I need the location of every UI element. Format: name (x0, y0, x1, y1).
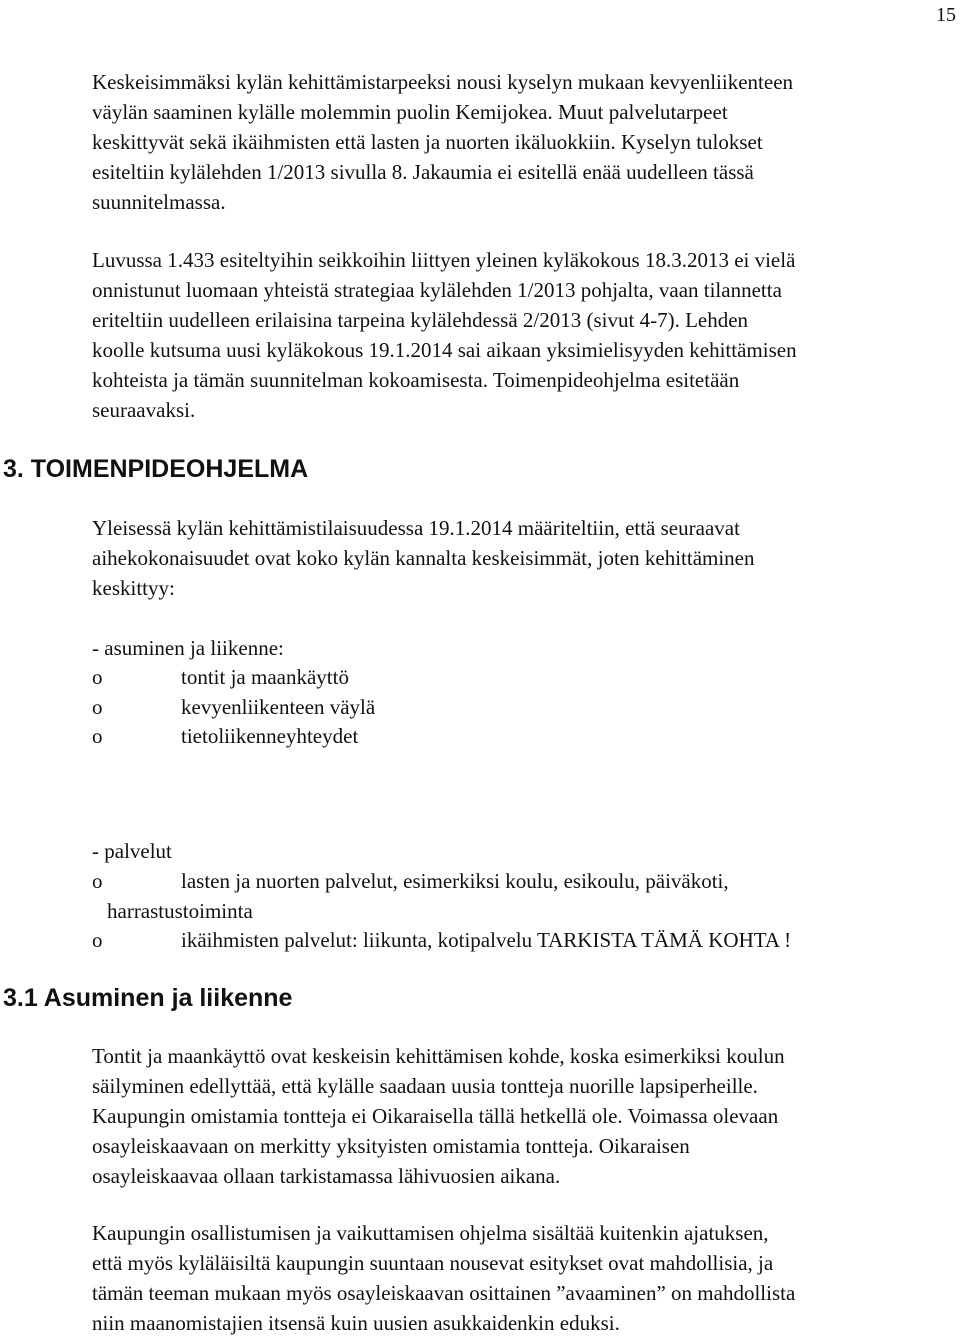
text-line: osayleiskaavaa ollaan tarkistamassa lähivuosien aikana. (92, 1164, 561, 1188)
text-line: keskittyy: (92, 576, 175, 600)
text-line: Keskeisimmäksi kylän kehittämistarpeeksi nousi kyselyn mukaan kevyenliikenteen (92, 70, 794, 94)
list-item-text: ikäihmisten palvelut: liikunta, kotipalvelu TARKISTA TÄMÄ KOHTA ! (181, 928, 792, 952)
luvussa-paragraph (92, 245, 956, 425)
text-line: koolle kutsuma uusi kyläkokous 19.1.2014 sai aikaan yksimielisyyden kehittämisen (92, 338, 797, 362)
text-line: väylän saaminen kylälle molemmin puolin Kemijokea. Muut palvelutarpeet (92, 100, 728, 124)
text-line: onnistunut luomaan yhteistä strategiaa kylälehden 1/2013 pohjalta, vaan tilannetta (92, 278, 782, 302)
text-line: tämän teeman mukaan myös osayleiskaavan osittainen ”avaaminen” on mahdollista (92, 1281, 796, 1305)
list-item-continuation: harrastustoiminta (107, 899, 253, 923)
bullet-marker: o (92, 928, 103, 952)
text-line: suunnitelmassa. (92, 190, 226, 214)
list-item-text: kevyenliikenteen väylä (181, 695, 376, 719)
text-line: Luvussa 1.433 esiteltyihin seikkoihin liittyen yleinen kyläkokous 18.3.2013 ei vielä (92, 248, 796, 272)
text-line: että myös kyläläisiltä kaupungin suuntaan nousevat esitykset ovat mahdollisia, ja (92, 1251, 774, 1275)
text-line: kohteista ja tämän suunnitelman kokoamisesta. Toimenpideohjelma esitetään (92, 368, 740, 392)
text-line: osayleiskaavaan on merkitty yksityisten omistamia tontteja. Oikaraisen (92, 1134, 690, 1158)
text-line: Kaupungin omistamia tontteja ei Oikaraisella tällä hetkellä ole. Voimassa olevaan (92, 1104, 779, 1128)
bullet-marker: o (92, 665, 103, 689)
text-line: keskittyvät sekä ikäihmisten että lasten ja nuorten ikäluokkiin. Kyselyn tulokset (92, 130, 763, 154)
text-line: niin maanomistajien itsensä kuin uusien asukkaidenkin eduksi. (92, 1311, 620, 1335)
text-line: esiteltiin kylälehden 1/2013 sivulla 8. Jakaumia ei esitellä enää uudelleen tässä (92, 160, 754, 184)
list-item-text: tietoliikenneyhteydet (181, 724, 359, 748)
text-line: eriteltiin uudelleen erilaisina tarpeina kylälehdessä 2/2013 (sivut 4-7). Lehden (92, 308, 749, 332)
intro-paragraph (92, 67, 956, 217)
tontit-paragraph (92, 1041, 956, 1191)
bullet-marker: o (92, 724, 103, 748)
bullet-marker: o (92, 869, 103, 893)
text-line: seuraavaksi. (92, 398, 196, 422)
text-line: säilyminen edellyttää, että kylälle saadaan uusia tontteja nuorille lapsiperheille. (92, 1074, 758, 1098)
text-line: Yleisessä kylän kehittämistilaisuudessa 19.1.2014 määriteltiin, että seuraavat (92, 516, 740, 540)
section-heading-asuminen-ja-liikenne: 3.1 Asuminen ja liikenne (3, 984, 293, 1012)
text-line: Kaupungin osallistumisen ja vaikuttamisen ohjelma sisältää kuitenkin ajatuksen, (92, 1221, 769, 1245)
list-item-text: lasten ja nuorten palvelut, esimerkiksi koulu, esikoulu, päiväkoti, (181, 869, 729, 893)
text-line: Tontit ja maankäyttö ovat keskeisin kehittämisen kohde, koska esimerkiksi koulun (92, 1044, 785, 1068)
list-heading-asuminen: - asuminen ja liikenne: (92, 636, 284, 660)
kaupungin-paragraph (92, 1218, 956, 1338)
section3-paragraph (92, 513, 956, 603)
bullet-marker: o (92, 695, 103, 719)
list-heading-palvelut: - palvelut (92, 839, 172, 863)
section-heading-toimenpideohjelma: 3. TOIMENPIDEOHJELMA (3, 455, 309, 483)
page-number: 15 (936, 4, 956, 26)
list-item-text: tontit ja maankäyttö (181, 665, 349, 689)
text-line: aihekokonaisuudet ovat koko kylän kannalta keskeisimmät, joten kehittäminen (92, 546, 755, 570)
